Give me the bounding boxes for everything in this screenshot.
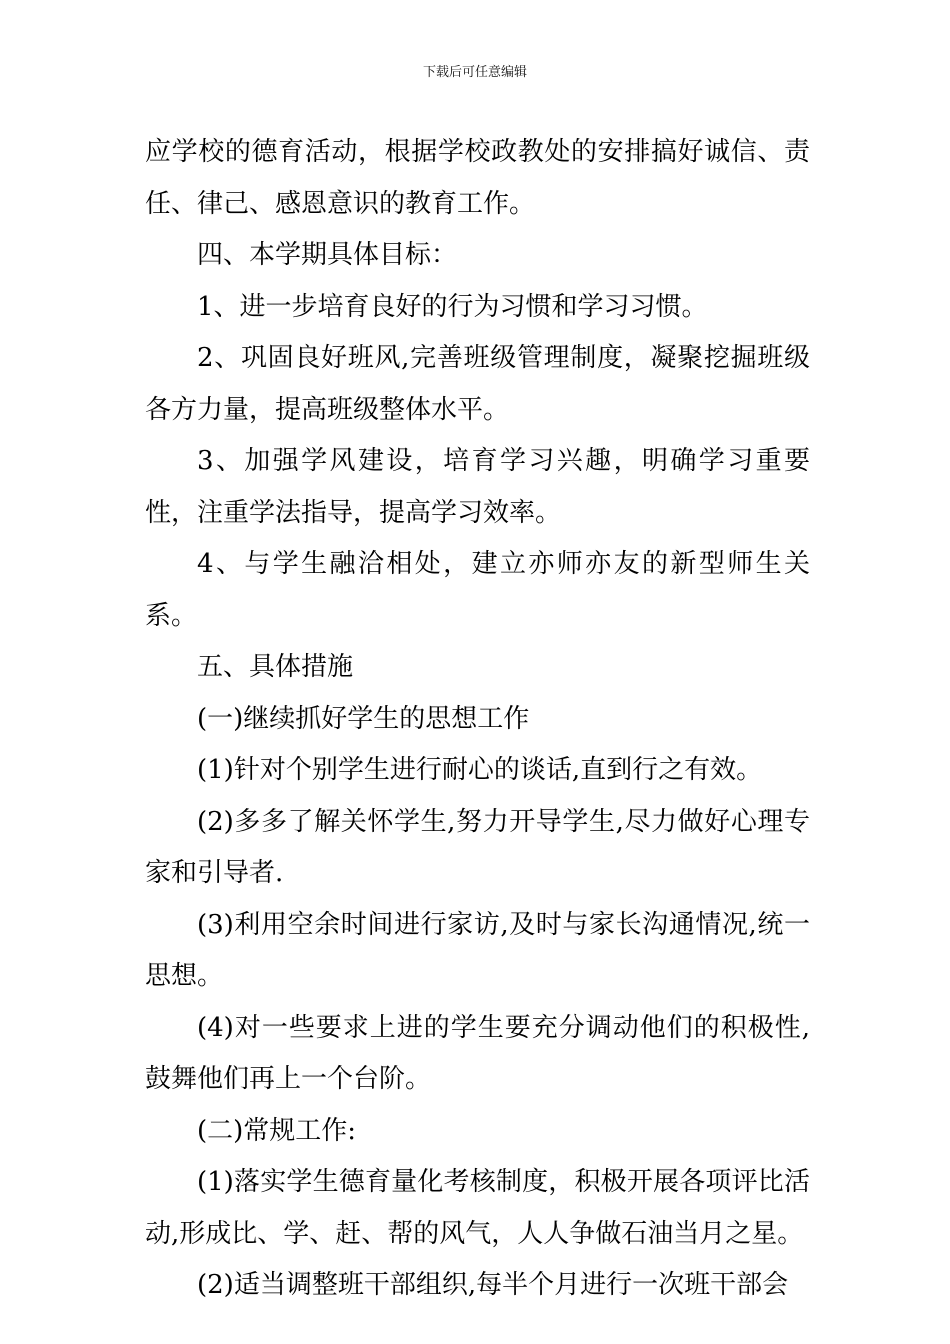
page-header: 下载后可任意编辑 bbox=[422, 65, 527, 80]
paragraph-9: (1)针对个别学生进行耐心的谈话,直到行之有效。 bbox=[197, 755, 763, 785]
paragraph-1: 应学校的德育活动，根据学校政教处的安排搞好诚信、责任、律己、感恩意识的教育工作。 bbox=[145, 137, 810, 219]
paragraph-7: 五、具体措施 bbox=[197, 652, 354, 682]
paragraph-12: (4)对一些要求上进的学生要充分调动他们的积极性,鼓舞他们再上一个台阶。 bbox=[145, 1012, 810, 1094]
paragraph-3: 1、进一步培育良好的行为习惯和学习习惯。 bbox=[197, 291, 708, 322]
paragraph-14: (1)落实学生德育量化考核制度，积极开展各项评比活动,形成比、学、赶、帮的风气，人人争做石油当月之星。 bbox=[145, 1167, 810, 1249]
paragraph-15: (2)适当调整班干部组织,每半个月进行一次班干部会 bbox=[197, 1270, 789, 1300]
paragraph-11: (3)利用空余时间进行家访,及时与家长沟通情况,统一思想。 bbox=[145, 909, 810, 991]
paragraph-4: 2、巩固良好班风,完善班级管理制度，凝聚挖掘班级各方力量，提高班级整体水平。 bbox=[145, 343, 810, 425]
paragraph-5: 3、加强学风建设，培育学习兴趣，明确学习重要性，注重学法指导，提高学习效率。 bbox=[145, 446, 810, 528]
paragraph-13: (二)常规工作: bbox=[197, 1115, 357, 1146]
paragraph-6: 4、与学生融洽相处，建立亦师亦友的新型师生关系。 bbox=[145, 549, 810, 631]
paragraph-2: 四、本学期具体目标： bbox=[197, 240, 458, 270]
paragraph-10: (2)多多了解关怀学生,努力开导学生,尽力做好心理专家和引导者. bbox=[145, 806, 810, 888]
paragraph-8: (一)继续抓好学生的思想工作 bbox=[197, 703, 530, 734]
document-body bbox=[145, 127, 810, 1312]
